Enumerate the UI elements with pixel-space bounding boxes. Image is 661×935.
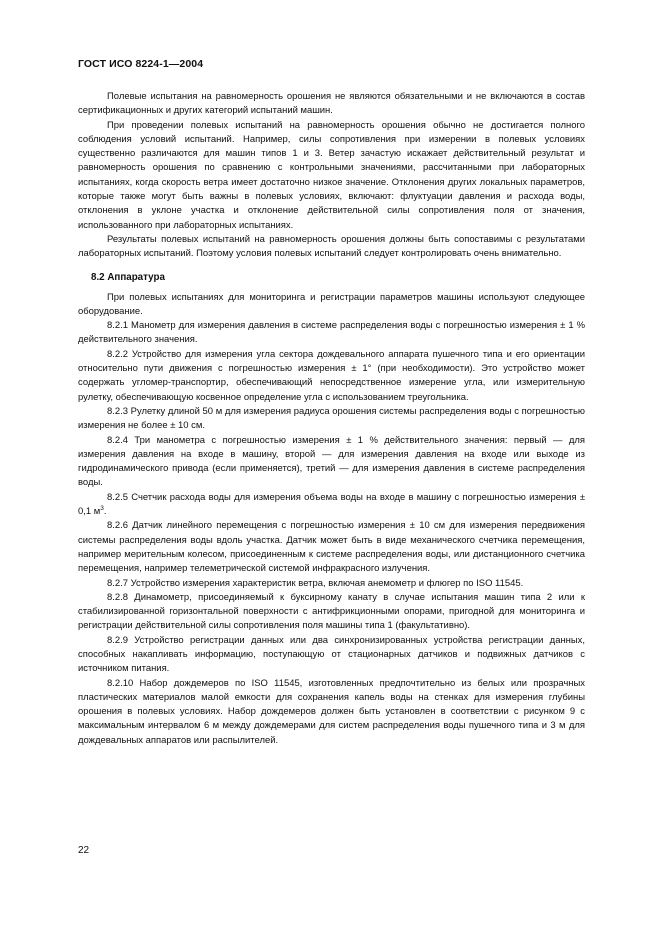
section-heading: 8.2 Аппаратура [91, 271, 165, 283]
clause-8-2-5 [78, 491, 585, 520]
clause-8-2-2: 8.2.2 Устройство для измерения угла сектора дождевального аппарата пушечного типа и его ориентации относительно пути движения с погрешностью измерения ± 1° (при необходимости). Это устройство может содержать угломер-транспортир, обеспечивающий непосредственное измерение угла, или измерительную рулетку, обеспечивающую косвенное определение угла с использованием треугольника. [78, 348, 585, 403]
clause-8-2-1: 8.2.1 Манометр для измерения давления в системе распределения воды с погрешностью измерения ± 1 % действительного значения. [78, 320, 585, 346]
clause-8-2-5-text: 8.2.5 Счетчик расхода воды для измерения объема воды на входе в машину с погрешностью измерения ± 0,1 м [78, 491, 585, 518]
document-header: ГОСТ ИСО 8224-1—2004 [78, 58, 204, 70]
clause-8-2-8: 8.2.8 Динамометр, присоединяемый к буксирному канату в случае испытания машин типа 2 или к стабилизированной горизонтальной поверхности с антифрикционными опорами, пригодной для мониторинга и регистрации действительной силы сопротивления поля машины типа 1 (факультативно). [78, 591, 585, 632]
clause-8-2-10: 8.2.10 Набор дождемеров по ISO 11545, изготовленных предпочтительно из белых или прозрачных пластических материалов малой емкости для сохранения капель воды на стенках для измерения глубины орошения в полевых условиях. Набор дождемеров должен быть установлен в соответствии с рисунком 9 с максимальным интервалом 6 м между дождемерами для систем распределения воды пушечного типа и 3 м для дождевальных аппаратов или распылителей. [78, 677, 585, 746]
clause-8-2-6: 8.2.6 Датчик линейного перемещения с погрешностью измерения ± 10 см для измерения передвижения системы распределения воды вдоль участка. Датчик может быть в виде механического счетчика перемещения, например мерительным колесом, присоединенным к системе распределения воды, или дистанционного счетчика перемещения, например телеметрической системой инфракрасного излучения. [78, 520, 585, 575]
intro-paragraph: Результаты полевых испытаний на равномерность орошения должны быть сопоставимы с результатами лабораторных испытаний. Поэтому условия полевых испытаний следует контролировать очень внимательно. [78, 233, 585, 260]
clause-8-2-3: 8.2.3 Рулетку длиной 50 м для измерения радиуса орошения системы распределения воды с погрешностью измерения не более ± 10 см. [78, 405, 585, 432]
clause-8-2-5-tail: . [103, 506, 107, 518]
page-body [78, 90, 585, 748]
clause-8-2-4: 8.2.4 Три манометра с погрешностью измерения ± 1 % действительного значения: первый — для измерения давления на входе в машину, второй — для измерения давления на входе или выходе из гидродинамического привода (если применяется), третий — для измерения давления в системе распределения воды. [78, 434, 585, 489]
clause-8-2-9: 8.2.9 Устройство регистрации данных или два синхронизированных устройства регистрации данных, способных накапливать информацию, поступающую от стационарных датчиков и подвижных датчиков с источником питания. [78, 634, 585, 675]
intro-paragraph: При проведении полевых испытаний на равномерность орошения обычно не достигается полного соблюдения условий испытаний. Например, силы сопротивления при измерении в полевых условиях существенно различаются для машин типов 1 и 3. Ветер зачастую искажает действительный результат и равномерность орошения по сравнению с контрольными значениями, рассчитанными при лабораторных испытаниях, когда скорость ветра имеет достаточно низкое значение. Отклонения других локальных параметров, которые также могут быть важны в полевых условиях, включают: флуктуации давления и расхода воды, отклонения в уклоне участка и отклонение действительной силы сопротивления поля от значения, использованного при лабораторных испытаниях. [78, 119, 585, 231]
clause-8-2-5-superscript: 3 [100, 504, 104, 512]
section-lead: При полевых испытаниях для мониторинга и регистрации параметров машины используют следующее оборудование. [78, 291, 585, 317]
page-number: 22 [78, 845, 90, 856]
intro-paragraph: Полевые испытания на равномерность орошения не являются обязательными и не включаются в состав сертификационных и других категорий испытаний машин. [78, 91, 585, 117]
clause-8-2-7: 8.2.7 Устройство измерения характеристик ветра, включая анемометр и флюгер по ISO 11545. [107, 577, 524, 589]
